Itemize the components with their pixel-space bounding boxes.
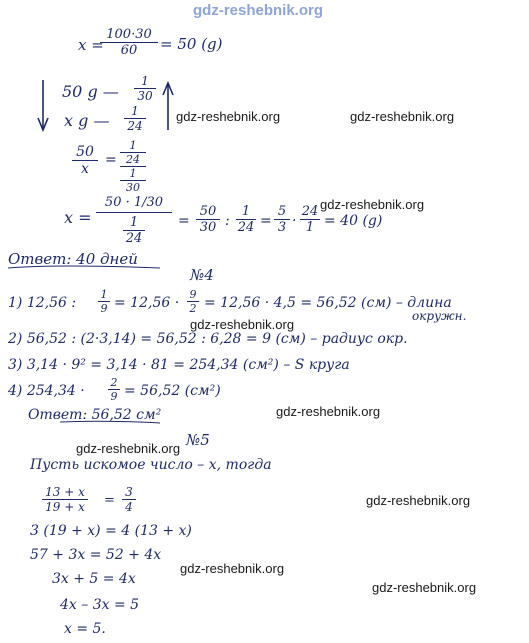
fraction-bar	[96, 212, 172, 213]
task5-eq5: 4x – 3x = 5	[60, 597, 140, 613]
fraction-24-1	[300, 205, 320, 234]
denominator: 60	[120, 43, 138, 58]
numerator: 1	[131, 104, 139, 118]
denominator: 19 + x	[45, 500, 85, 514]
denominator: x	[81, 161, 89, 177]
numerator: 1	[129, 167, 137, 180]
task4-line4-start: 4) 254,34 ·	[8, 383, 85, 399]
fraction-13x-over-19x	[42, 486, 88, 513]
compound-fraction	[120, 140, 146, 193]
watermark-top: gdz-reshebnik.org	[193, 2, 324, 19]
watermark: gdz-reshebnik.org	[176, 109, 281, 124]
fraction-1-24	[124, 105, 146, 132]
answer-1: Ответ: 40 дней	[8, 250, 138, 268]
equals-sign: =	[178, 213, 190, 229]
denominator: 4	[125, 500, 133, 514]
fraction-100x30-over-60	[100, 28, 158, 57]
watermark: gdz-reshebnik.org	[366, 493, 471, 508]
fraction-9-2	[187, 289, 199, 314]
denominator: 3	[277, 220, 287, 235]
denominator: 30	[126, 181, 140, 194]
multiply-dot: ·	[292, 213, 297, 229]
numerator: 1	[241, 204, 251, 219]
fraction-50-over-x	[72, 145, 98, 176]
numerator: 1	[129, 139, 137, 152]
denominator: 30	[199, 220, 217, 235]
numerator: 3	[125, 485, 133, 499]
watermark: gdz-reshebnik.org	[350, 109, 455, 124]
denominator: 24	[126, 153, 140, 166]
equals-sign: =	[105, 152, 117, 168]
fraction-1-24	[236, 205, 256, 234]
task5-eq6: x = 5.	[64, 621, 106, 637]
task5-intro: Пусть искомое число – x, тогда	[30, 457, 272, 473]
denominator: 2	[189, 302, 197, 315]
task4-line1-end: = 12,56 · 4,5 = 56,52 (см) – длина	[204, 295, 452, 311]
answer-2: Ответ: 56,52 см²	[28, 407, 162, 423]
x-equals: x =	[78, 36, 104, 54]
denominator: 30	[137, 89, 153, 103]
fraction-x-calc	[96, 196, 172, 245]
numerator: 50	[199, 204, 217, 219]
numerator: 1	[141, 74, 149, 88]
task-4-heading: №4	[190, 266, 214, 284]
task4-line1-cont: окружн.	[412, 309, 467, 323]
fraction-3-4	[122, 486, 136, 513]
watermark: gdz-reshebnik.org	[190, 317, 295, 332]
xcalc-result: = 40 (g)	[324, 213, 383, 229]
numerator: 24	[301, 204, 319, 219]
equals-sign: =	[104, 493, 115, 508]
fraction-50-30	[196, 205, 220, 234]
task5-eq3: 57 + 3x = 52 + 4x	[30, 547, 162, 563]
numerator: 1	[100, 288, 108, 301]
task4-line1-mid: = 12,56 ·	[114, 295, 180, 311]
proportion-row2-left: x g —	[64, 111, 110, 130]
block1-result: = 50 (g)	[160, 35, 223, 53]
denominator: 24	[237, 220, 255, 235]
numerator: 5	[277, 204, 287, 219]
task4-line2: 2) 56,52 : (2·3,14) = 56,52 : 6,28 = 9 (см) – радиус окр.	[8, 331, 408, 347]
watermark: gdz-reshebnik.org	[372, 580, 477, 595]
numerator: 2	[110, 376, 118, 389]
watermark: gdz-reshebnik.org	[76, 441, 181, 456]
numerator: 100·30	[106, 27, 152, 42]
fraction-1-9	[98, 289, 110, 314]
fraction-5-3	[274, 205, 290, 234]
numerator: 50	[76, 144, 94, 160]
task4-line1-start: 1) 12,56 :	[8, 295, 77, 311]
watermark: gdz-reshebnik.org	[320, 197, 425, 212]
equals-sign: =	[260, 213, 272, 229]
task5-eq4: 3x + 5 = 4x	[52, 571, 136, 587]
numerator: 9	[189, 288, 197, 301]
watermark: gdz-reshebnik.org	[180, 561, 285, 576]
task-5-heading: №5	[186, 431, 210, 449]
numerator: 13 + x	[45, 485, 85, 499]
denominator-numerator: 1	[129, 215, 139, 230]
numerator: 50 · 1/30	[104, 195, 164, 210]
proportion-row1-left: 50 g —	[62, 82, 119, 101]
denominator-denominator: 24	[125, 231, 143, 246]
division-sign: :	[225, 213, 230, 229]
watermark: gdz-reshebnik.org	[276, 404, 381, 419]
denominator: 1	[305, 220, 315, 235]
task5-eq2: 3 (19 + x) = 4 (13 + x)	[30, 523, 192, 539]
x-equals: x =	[64, 208, 92, 227]
task4-line3: 3) 3,14 · 9² = 3,14 · 81 = 254,34 (см²) – S круга	[8, 357, 350, 373]
denominator: 24	[127, 119, 143, 133]
fraction-1-30	[134, 75, 156, 102]
denominator: 9	[100, 302, 108, 315]
task4-line4-end: = 56,52 (см²)	[124, 383, 221, 399]
denominator: 9	[110, 390, 118, 403]
fraction-2-9	[108, 377, 120, 402]
